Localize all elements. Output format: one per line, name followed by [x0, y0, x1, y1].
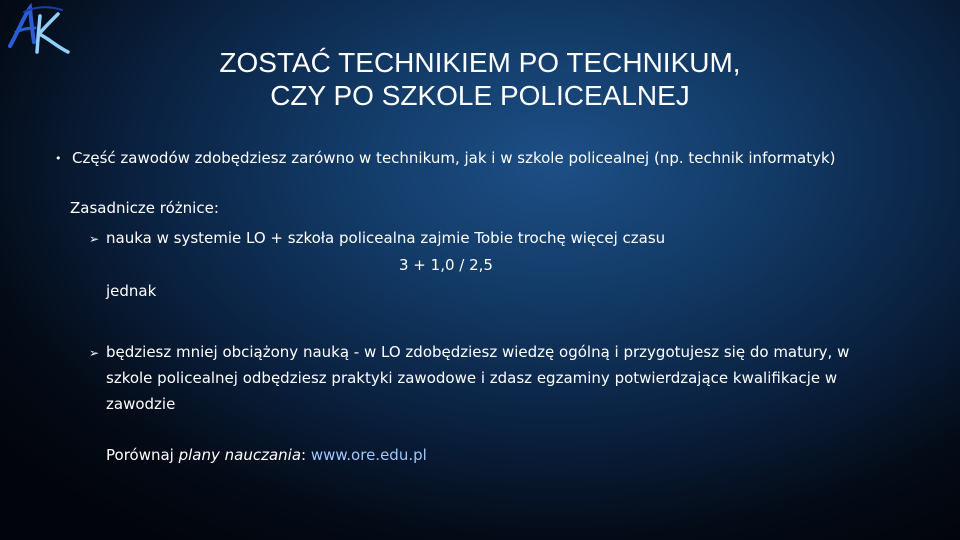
logo-icon [4, 2, 74, 60]
point-1-text: nauka w systemie LO + szkoła policealna zajmie Tobie trochę więcej czasu [106, 229, 666, 247]
compare-line [106, 446, 427, 464]
ore-link[interactable]: www.ore.edu.pl [310, 446, 427, 464]
differences-label: Zasadnicze różnice: [70, 199, 219, 217]
point-1-figures: 3 + 1,0 / 2,5 [399, 256, 493, 274]
title-line-1: ZOSTAĆ TECHNIKIEM PO TECHNIKUM, [219, 47, 741, 78]
title-line-2: CZY PO SZKOLE POLICEALNEJ [270, 80, 690, 111]
compare-prefix: Porównaj [106, 446, 179, 464]
point-2-line-3: zawodzie [106, 395, 176, 413]
however-text: jednak [106, 282, 157, 300]
point-2-line-1: będziesz mniej obciążony nauką - w LO zdobędziesz wiedzę ogólną i przygotujesz się do matury, w [106, 343, 850, 361]
bullet-text: Część zawodów zdobędziesz zarówno w technikum, jak i w szkole policealnej (np. technik informatyk) [72, 149, 836, 167]
arrow-bullet-icon: ➢ [89, 346, 100, 360]
compare-italic: plany nauczania [178, 446, 302, 464]
bullet-icon: • [55, 152, 62, 165]
slide-title [130, 46, 830, 112]
compare-colon: : [301, 446, 311, 464]
point-2-line-2: szkole policealnej odbędziesz praktyki zawodowe i zdasz egzaminy potwierdzające kwalifikacje w [106, 369, 838, 387]
arrow-bullet-icon: ➢ [89, 232, 100, 246]
